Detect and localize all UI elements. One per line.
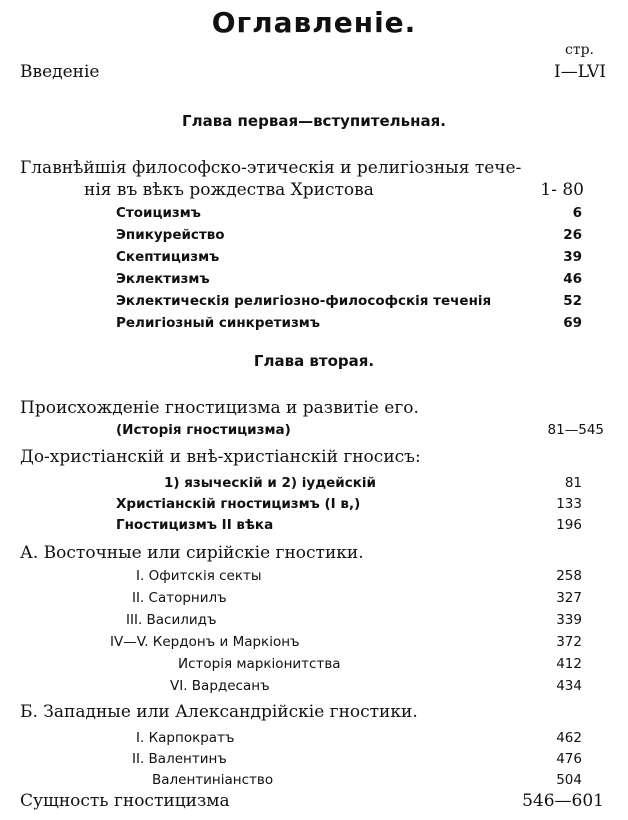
toc-entry-main-line2 — [0, 180, 628, 202]
toc-entry — [0, 568, 628, 590]
page-title: Оглавленіе. — [211, 6, 417, 39]
entry-page: 46 — [563, 271, 582, 287]
toc-entry — [0, 590, 628, 612]
toc-entry-pre — [0, 447, 628, 469]
toc-entry — [0, 271, 628, 293]
toc-entry — [0, 656, 628, 678]
chapter-heading-2: Глава вторая. — [253, 352, 375, 370]
entry-label: Исторія маркіонитства — [178, 656, 341, 672]
toc-entry — [0, 678, 628, 700]
toc-entry-intro — [0, 62, 628, 84]
entry-label: (Исторія гностицизма) — [116, 422, 291, 438]
entry-label: Введеніе — [20, 62, 100, 82]
toc-entry-eastern — [0, 543, 628, 565]
toc-entry — [0, 293, 628, 315]
entry-page: 196 — [556, 517, 582, 533]
entry-label: II. Саторнилъ — [132, 590, 227, 606]
toc-entry — [0, 634, 628, 656]
entry-label: До-христіанскій и внѣ-христіанскій гносисъ: — [20, 447, 421, 467]
entry-label: 1) языческій и 2) іудейскій — [164, 475, 376, 491]
toc-entry — [0, 517, 628, 539]
entry-page: 546—601 — [522, 791, 604, 811]
entry-label: I. Офитскія секты — [136, 568, 262, 584]
toc-entry — [0, 205, 628, 227]
page-column-label: стр. — [565, 42, 594, 58]
entry-label: VI. Вардесанъ — [170, 678, 270, 694]
entry-label: Эпикурейство — [116, 227, 225, 243]
entry-label: Б. Западные или Александрійскіе гностики. — [20, 702, 418, 722]
entry-page: 339 — [556, 612, 582, 628]
entry-label: I. Карпократъ — [136, 730, 235, 746]
entry-page: 69 — [563, 315, 582, 331]
entry-label: III. Василидъ — [126, 612, 217, 628]
entry-page: 504 — [556, 772, 582, 788]
entry-label: Сущность гностицизма — [20, 791, 230, 811]
toc-entry — [0, 315, 628, 337]
entry-label: Скептицизмъ — [116, 249, 220, 265]
toc-entry — [0, 249, 628, 271]
entry-page: 434 — [556, 678, 582, 694]
entry-label: IV—V. Кердонъ и Маркіонъ — [110, 634, 300, 650]
toc-entry — [0, 475, 628, 497]
toc-entry — [0, 751, 628, 773]
entry-page: 327 — [556, 590, 582, 606]
entry-label: Гностицизмъ II вѣка — [116, 517, 274, 533]
chapter-heading-1: Глава первая—вступительная. — [182, 112, 446, 130]
entry-page: 26 — [563, 227, 582, 243]
toc-entry — [0, 730, 628, 752]
entry-page: 6 — [572, 205, 582, 221]
toc-entry-origin — [0, 398, 628, 420]
entry-label: Эклектическія религіозно-философскія теченія — [116, 293, 492, 309]
entry-page: 476 — [556, 751, 582, 767]
entry-page: 258 — [556, 568, 582, 584]
entry-label: Эклектизмъ — [116, 271, 210, 287]
entry-page: I—LVI — [554, 62, 606, 82]
entry-page: 81 — [564, 475, 582, 491]
entry-label: Главнѣйшія философско-этическія и религіозныя тече- — [20, 158, 522, 178]
entry-page: 39 — [563, 249, 582, 265]
entry-label: Происхожденіе гностицизма и развитіе его. — [20, 398, 419, 418]
entry-page: 52 — [563, 293, 582, 309]
entry-page: 412 — [556, 656, 582, 672]
entry-label: Религіозный синкретизмъ — [116, 315, 320, 331]
toc-entry — [0, 496, 628, 518]
entry-label: Валентиніанство — [152, 772, 274, 788]
toc-entry-origin-sub — [0, 422, 628, 444]
entry-page: 133 — [556, 496, 582, 512]
toc-entry-main-line1 — [0, 158, 628, 180]
entry-page: 81—545 — [547, 422, 604, 438]
toc-entry — [0, 612, 628, 634]
entry-label: Стоицизмъ — [116, 205, 201, 221]
entry-label: нія въ вѣкъ рождества Христова — [84, 180, 374, 200]
entry-page: 1- 80 — [540, 180, 584, 200]
toc-entry-western — [0, 702, 628, 724]
entry-label: Христіанскій гностицизмъ (I в,) — [116, 496, 361, 512]
entry-page: 462 — [556, 730, 582, 746]
toc-entry-essence — [0, 791, 628, 813]
entry-label: А. Восточные или сирійскіе гностики. — [20, 543, 364, 563]
entry-label: II. Валентинъ — [132, 751, 227, 767]
toc-entry — [0, 227, 628, 249]
entry-page: 372 — [556, 634, 582, 650]
